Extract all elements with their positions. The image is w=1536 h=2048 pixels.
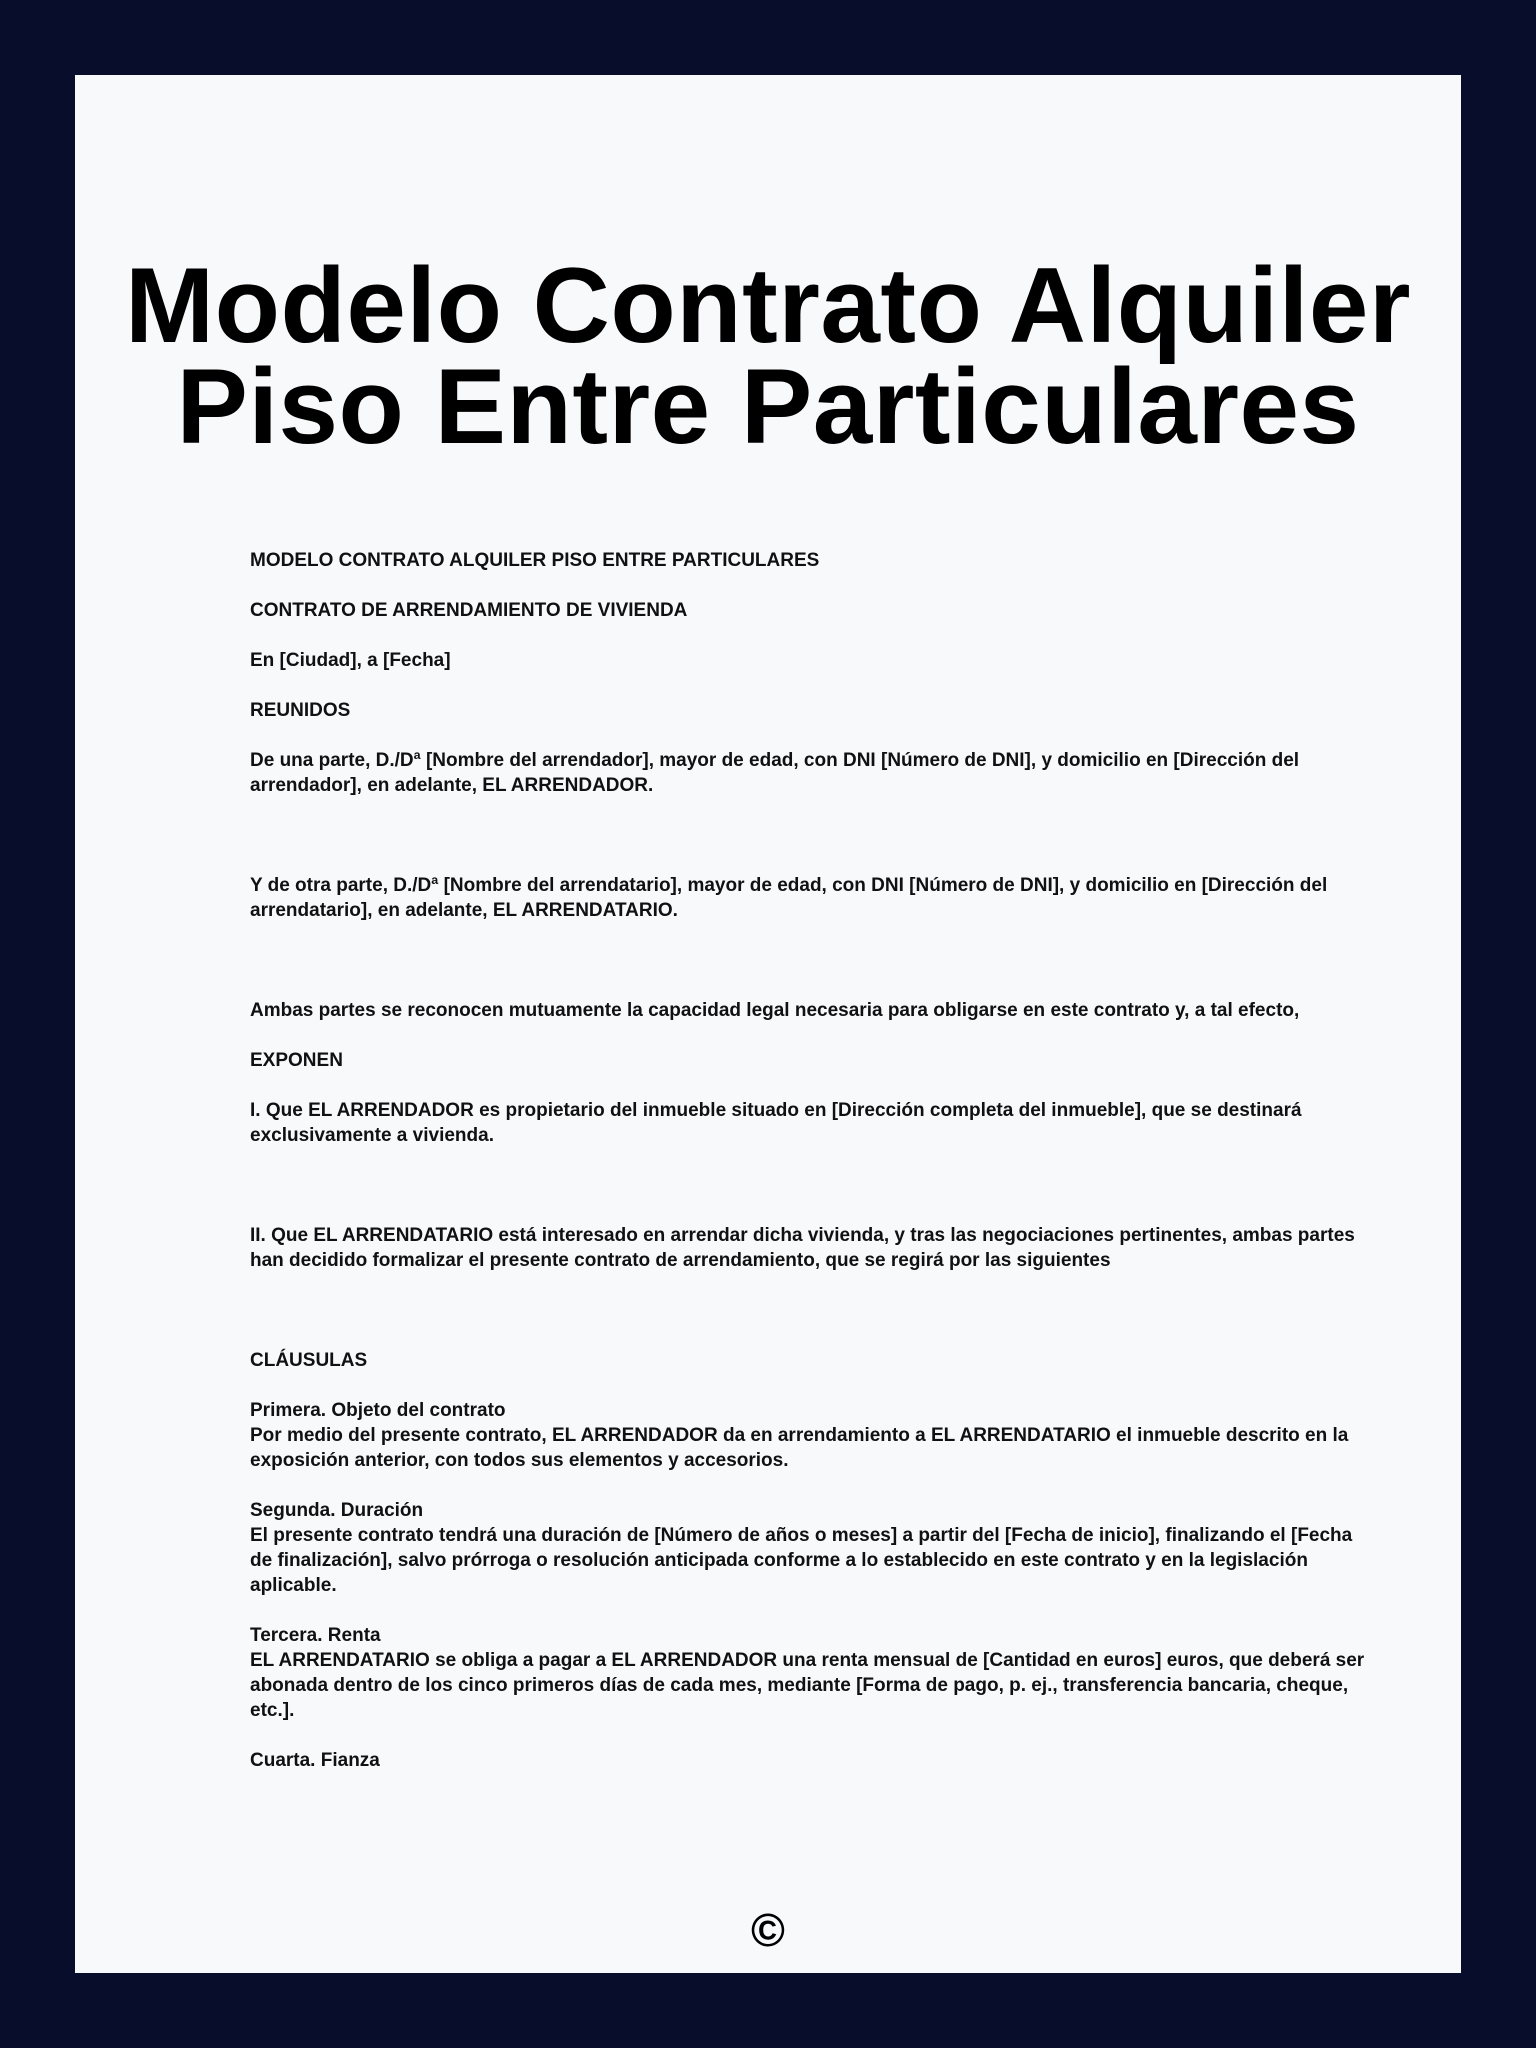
- clause-one: [250, 1398, 1365, 1473]
- section-clausulas: CLÁUSULAS: [250, 1350, 368, 1371]
- clause-one-text: Por medio del presente contrato, EL ARRENDADOR da en arrendamiento a EL ARRENDATARIO el inmueble descrito en la exposición anterior, con todos sus elementos y accesorios.: [250, 1425, 1349, 1471]
- section-reunidos: REUNIDOS: [250, 700, 351, 721]
- section-exponen: EXPONEN: [250, 1050, 343, 1071]
- place-date: En [Ciudad], a [Fecha]: [250, 650, 451, 671]
- page-title: [75, 245, 1461, 466]
- clause-four-title: Cuarta. Fianza: [250, 1750, 380, 1771]
- contract-heading: MODELO CONTRATO ALQUILER PISO ENTRE PARTICULARES: [250, 550, 820, 571]
- clause-one-title: Primera. Objeto del contrato: [250, 1400, 506, 1421]
- expone-one-paragraph: I. Que EL ARRENDADOR es propietario del inmueble situado en [Dirección completa del inmueble], que se destinará exclusivamente a vivienda.: [250, 1100, 1302, 1146]
- contract-subheading: CONTRATO DE ARRENDAMIENTO DE VIVIENDA: [250, 600, 688, 621]
- clause-two-text: El presente contrato tendrá una duración de [Número de años o meses] a partir del [Fecha de inicio], finalizando el [Fecha de finalización], salvo prórroga o resolución anticipada conforme a lo establecido en este contrato y en la legislación aplicable.: [250, 1525, 1353, 1596]
- clause-three: [250, 1623, 1365, 1723]
- capacity-paragraph: Ambas partes se reconocen mutuamente la capacidad legal necesaria para obligarse en este contrato y, a tal efecto,: [250, 1000, 1300, 1021]
- expone-two-paragraph: II. Que EL ARRENDATARIO está interesado en arrendar dicha vivienda, y tras las negociaciones pertinentes, ambas partes han decidido formalizar el presente contrato de arrendamiento, que se regirá por las siguientes: [250, 1225, 1355, 1271]
- clause-two-title: Segunda. Duración: [250, 1500, 424, 1521]
- document-page: [75, 75, 1461, 1973]
- clause-three-text: EL ARRENDATARIO se obliga a pagar a EL ARRENDADOR una renta mensual de [Cantidad en euros] euros, que deberá ser abonada dentro de los cinco primeros días de cada mes, mediante [Forma de pago, p. ej., transferencia bancaria, cheque, etc.].: [250, 1650, 1365, 1721]
- party-two-paragraph: Y de otra parte, D./Dª [Nombre del arrendatario], mayor de edad, con DNI [Número de DNI], y domicilio en [Dirección del arrendatario], en adelante, EL ARRENDATARIO.: [250, 875, 1328, 921]
- copyright-icon: ©: [751, 1904, 785, 1956]
- party-one-paragraph: De una parte, D./Dª [Nombre del arrendador], mayor de edad, con DNI [Número de DNI], y domicilio en [Dirección del arrendador], en adelante, EL ARRENDADOR.: [250, 750, 1300, 796]
- page-title-line-1: Modelo Contrato Alquiler: [124, 245, 1412, 365]
- clause-two: [250, 1498, 1365, 1598]
- page-title-line-2: Piso Entre Particulares: [176, 346, 1360, 466]
- clause-three-title: Tercera. Renta: [250, 1625, 381, 1646]
- contract-body: [250, 548, 1365, 1798]
